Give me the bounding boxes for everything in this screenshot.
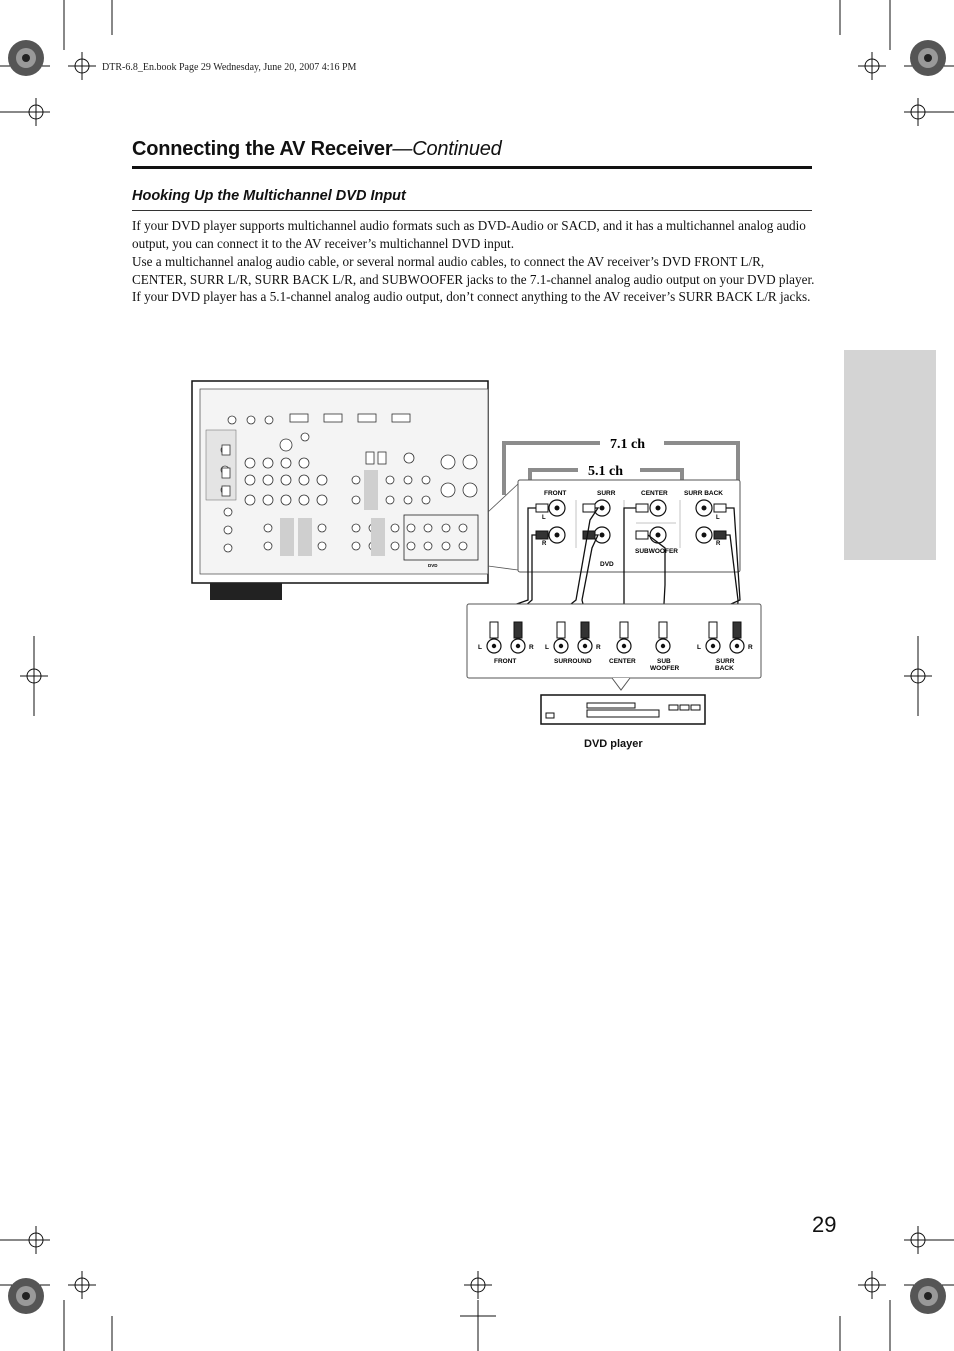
plr-sub-label: SUB [657,658,671,665]
plr-front-l: L [478,644,482,651]
plr-surround-label: SURROUND [554,658,592,665]
title-suffix: —Continued [392,138,502,160]
dvd-player-label: DVD player [584,738,643,750]
rcv-center-label: CENTER [641,490,668,497]
plr-front-r: R [529,644,534,651]
plr-back-label: BACK [715,665,734,672]
rcv-dvd-label: DVD [600,561,614,568]
rcv-r-right: R [716,541,721,547]
receiver-back-panel [192,381,488,600]
rcv-l-right: L [716,515,720,521]
plr-surr-back-l: L [697,644,701,651]
paragraph-2: Use a multichannel analog audio cable, or several normal audio cables, to connect the AV receiver’s DVD FRONT L/R, CENTER, SURR L/R, SURR BACK L/R, and SUBWOOFER jacks to the 7.1-channel analog audio output on your DVD player. If your DVD player has a 5.1-channel analog audio output, don’t connect anything to the AV receiver’s SURR BACK L/R jacks. [132,254,815,304]
rcv-surr-back-label: SURR BACK [684,490,723,497]
section-title: Hooking Up the Multichannel DVD Input [132,188,406,204]
title-main: Connecting the AV Receiver [132,138,393,160]
dvd-player-icon [541,695,705,724]
plr-front-label: FRONT [494,658,517,665]
rcv-subwoofer-label: SUBWOOFER [635,548,678,555]
svg-text:DVD: DVD [428,563,438,568]
plr-surr-back-r: R [748,644,753,651]
label-7-1-ch: 7.1 ch [610,437,645,452]
plr-surround-r: R [596,644,601,651]
plr-surround-l: L [545,644,549,651]
label-5-1-ch: 5.1 ch [588,464,623,479]
paragraph-1: If your DVD player supports multichannel audio formats such as DVD-Audio or SACD, and it has a multichannel analog audio output, you can connect it to the AV receiver’s multichannel DVD input. [132,218,806,251]
rcv-surr-label: SURR [597,490,616,497]
rcv-r-left: R [542,541,547,547]
plr-surr-label: SURR [716,658,735,665]
plr-center-label: CENTER [609,658,636,665]
rcv-front-label: FRONT [544,490,567,497]
page-number: 29 [812,1212,837,1237]
plr-woofer-label: WOOFER [650,665,680,672]
file-header: DTR-6.8_En.book Page 29 Wednesday, June 20, 2007 4:16 PM [102,62,357,73]
rcv-l-left: L [542,515,546,521]
